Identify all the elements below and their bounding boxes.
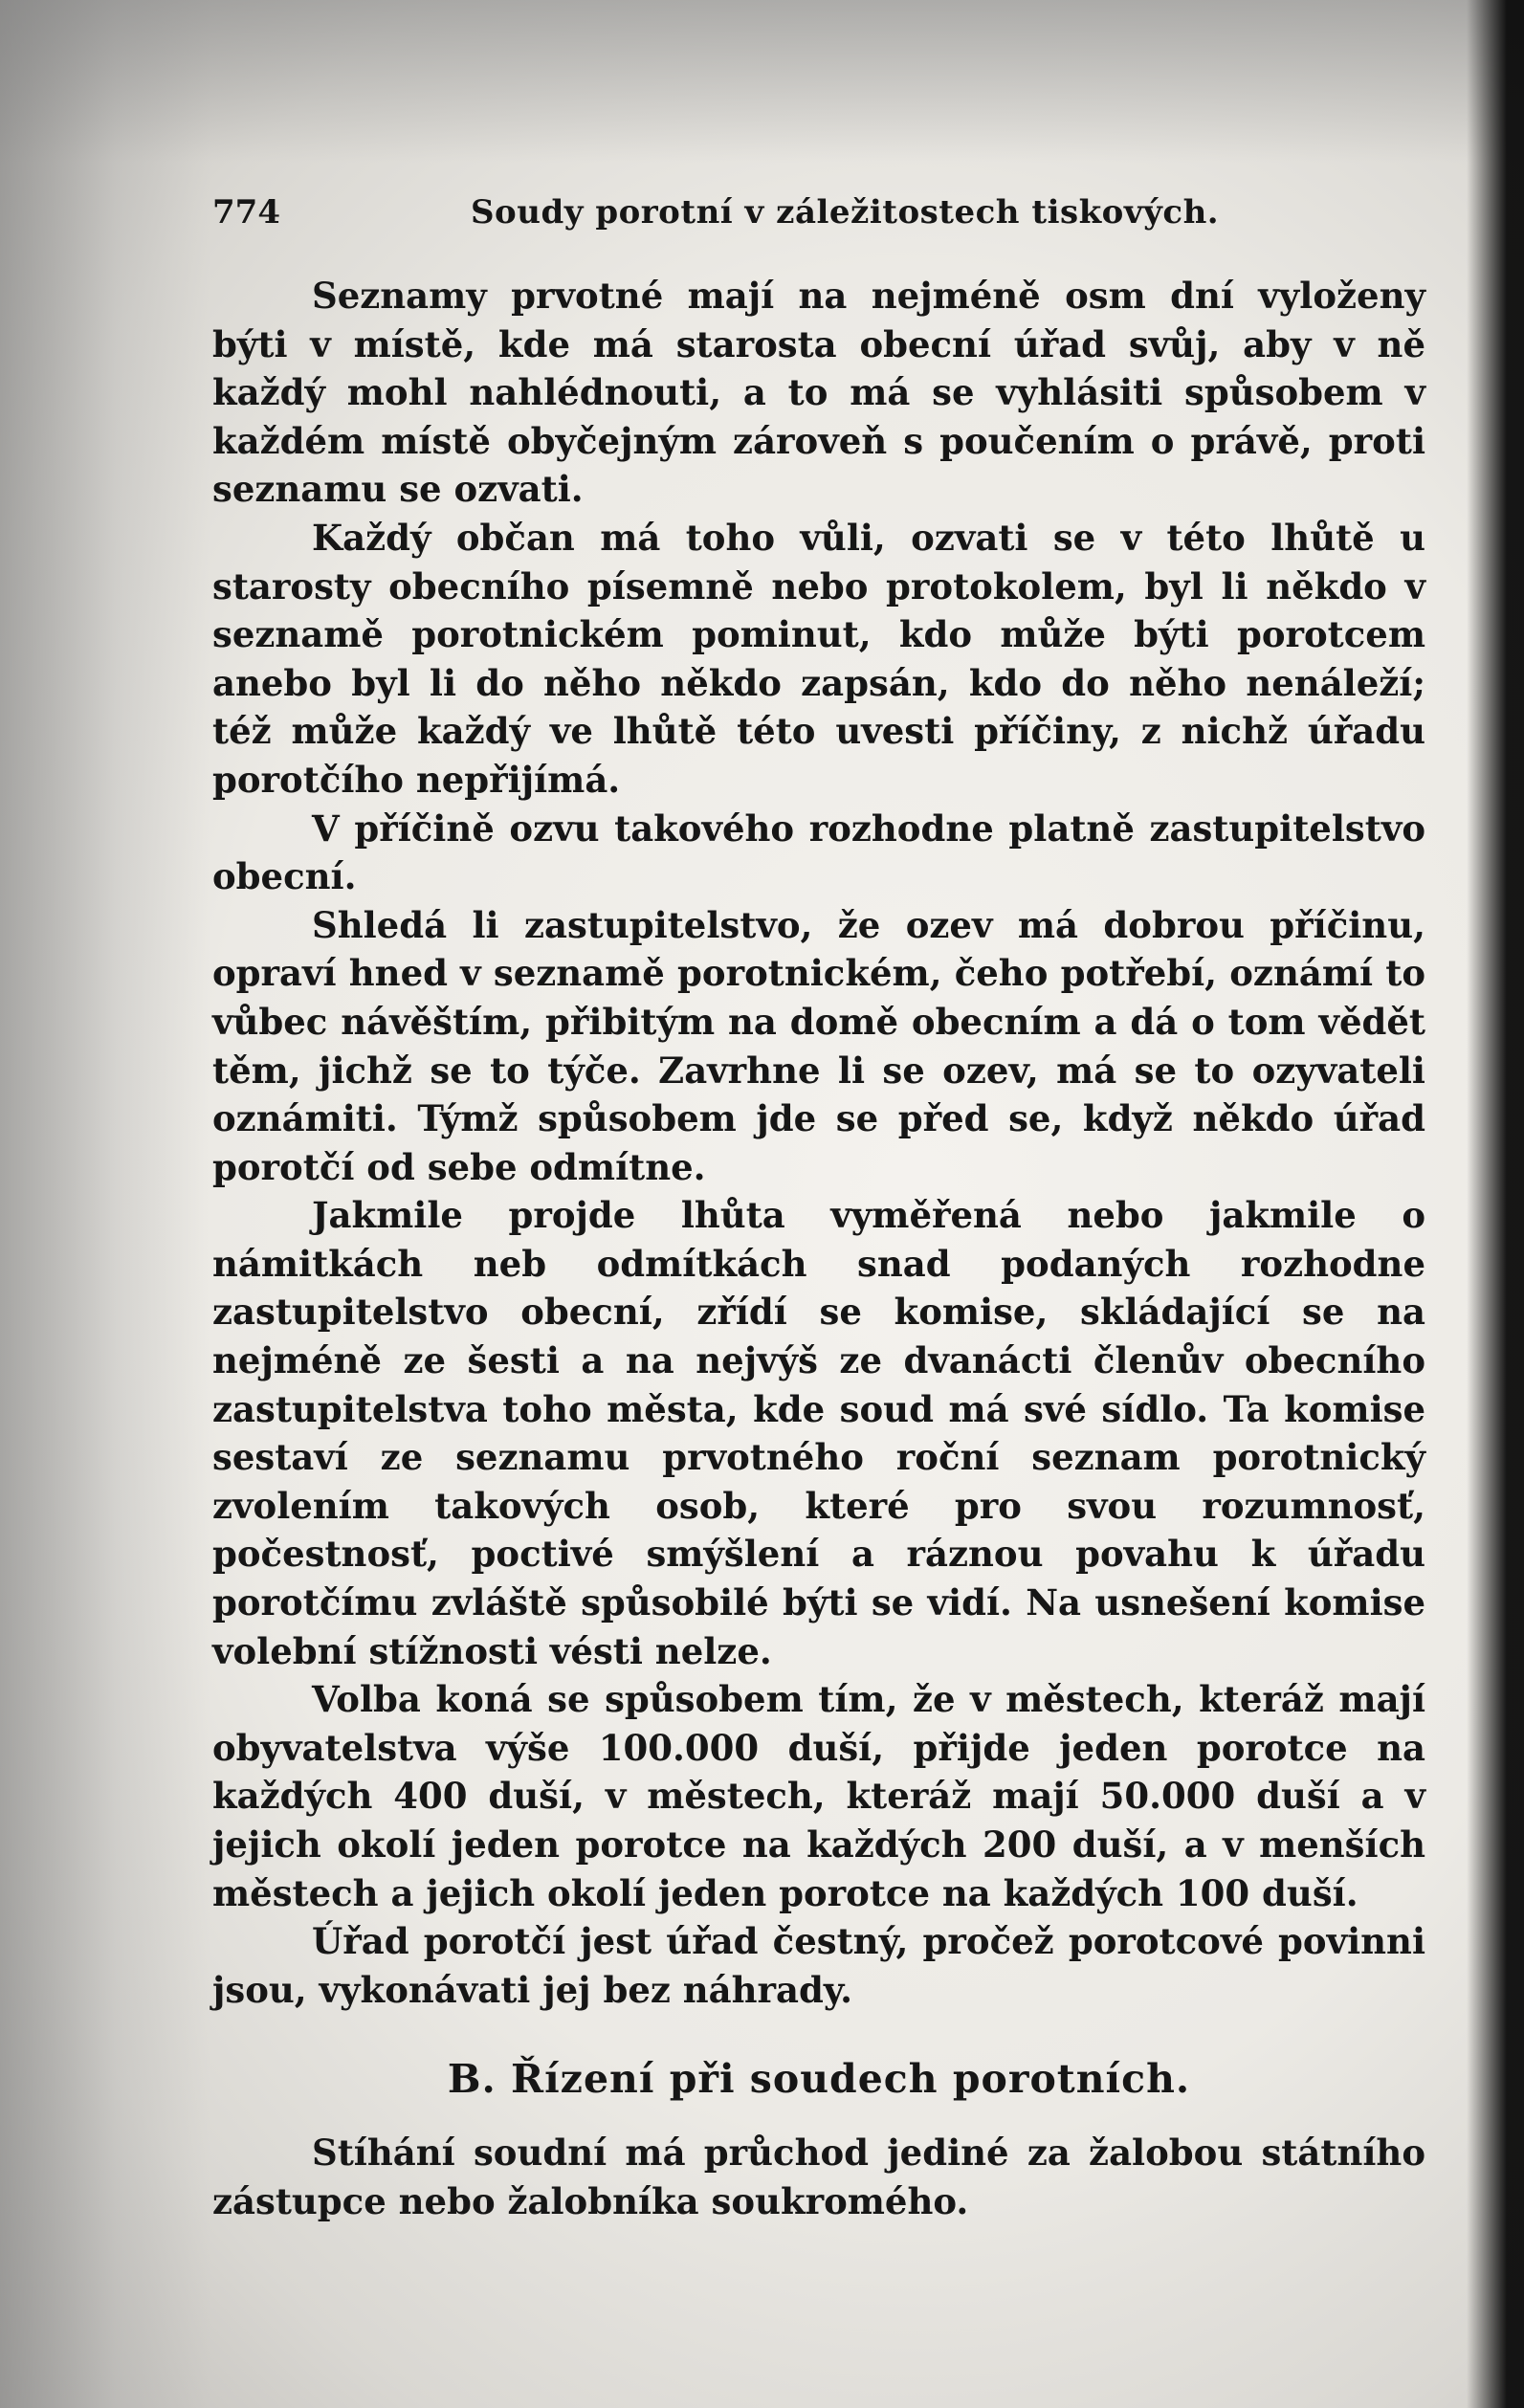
paragraph-3: V příčině ozvu takového rozhodne platně zastupitelstvo obecní. [212,806,1425,898]
section-b-paragraph: Stíhání soudní má průchod jediné za žalobou státního zástupce nebo žalobníka soukromého. [212,2132,1425,2222]
page-number: 774 [212,193,280,232]
section-heading-b: B. Řízení při soudech porotních. [447,2056,1191,2103]
paragraph-5: Jakmile projde lhůta vyměřená nebo jakmile o námitkách neb odmítkách snad podaných rozhodne zastupitelstvo obecní, zřídí se komise, skládající se na nejméně ze šesti a na nejvýš ze dvanácti členův obecního zastupitelstva toho města, kde soud má své sídlo. Ta komise sestaví ze seznamu prvotného roční seznam porotnický zvolením takových osob, které pro svou rozumnosť, počestnosť, poctivé smýšlení a ráznou povahu k úřadu porotčímu zvláště spůsobilé býti se vidí. Na usnešení komise volební stížnosti vésti nelze. [212,1194,1425,1672]
paragraph-7: Úřad porotčí jest úřad čestný, pročež porotcové povinni jsou, vykonávati jej bez náhrady. [212,1920,1425,2011]
paragraph-1: Seznamy prvotné mají na nejméně osm dní vyloženy býti v místě, kde má starosta obecní úřad svůj, aby v ně každý mohl nahlédnouti, a to má se vyhlásiti spůsobem v každém místě obyčejným zároveň s poučením o právě, proti seznamu se ozvati. [212,275,1425,511]
scan-edge-right [1467,0,1524,2408]
scan-shadow-left [0,0,210,2408]
paragraph-6: Volba koná se spůsobem tím, že v městech, kteráž mají obyvatelstva výše 100.000 duší, přijde jeden porotce na každých 400 duší, v městech, kteráž mají 50.000 duší a v jejich okolí jeden porotce na každých 200 duší, a v menších městech a jejich okolí jeden porotce na každých 100 duší. [212,1678,1425,1914]
page-text [212,189,1425,2226]
running-head [212,189,1425,235]
paragraph-4: Shledá li zastupitelstvo, že ozev má dobrou příčinu, opraví hned v seznamě porotnickém, čeho potřebí, oznámí to vůbec návěštím, přibitým na domě obecním a dá o tom vědět těm, jichž se to týče. Zavrhne li se ozev, má se to ozyvateli oznámiti. Týmž spůsobem jde se před se, když někdo úřad porotčí od sebe odmítne. [212,903,1425,1188]
scan-shadow-top [0,0,1524,163]
running-title: Soudy porotní v záležitostech tiskových. [471,193,1220,232]
paragraph-2: Každý občan má toho vůli, ozvati se v této lhůtě u starosty obecního písemně nebo protokolem, byl li někdo v seznamě porotnickém pominut, kdo může býti porotcem anebo byl li do něho někdo zapsán, kdo do něho nenáleží; též může každý ve lhůtě této uvesti příčiny, z nichž úřadu porotčího nepřijímá. [212,516,1425,801]
